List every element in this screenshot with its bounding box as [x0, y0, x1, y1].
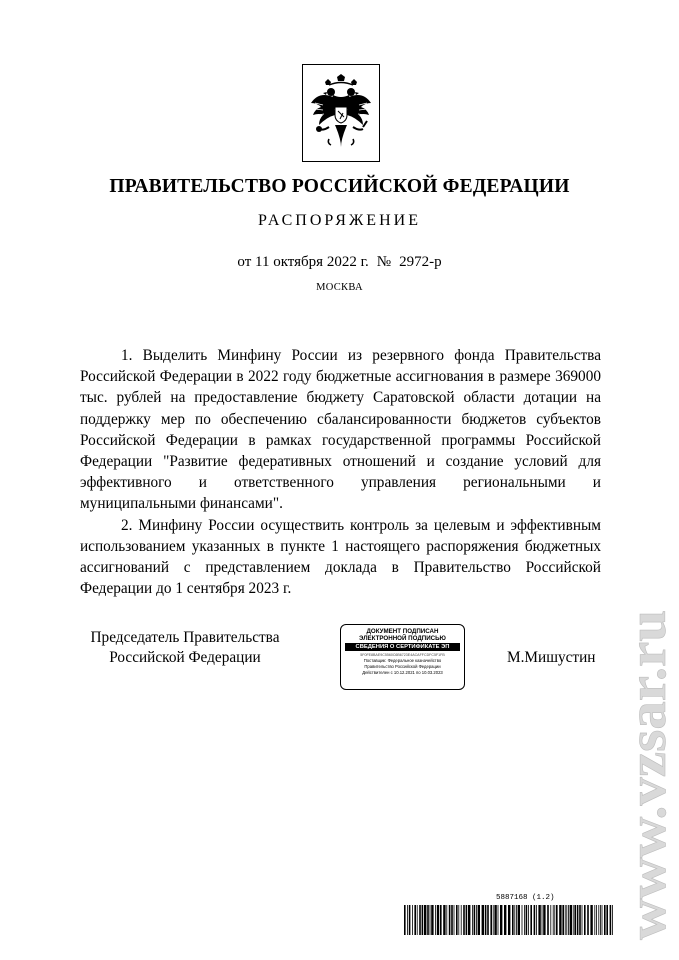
barcode-bar	[554, 905, 555, 935]
signer-title-line-2: Российской Федерации	[109, 649, 261, 666]
barcode-bar	[472, 905, 473, 935]
barcode-number: 5887168 (1.2)	[496, 894, 555, 902]
barcode-bar	[582, 905, 583, 935]
barcode-bar	[559, 905, 561, 935]
barcode-bar	[461, 905, 462, 935]
barcode-bar	[526, 905, 528, 935]
watermark-text: www.vzsar.ru	[617, 626, 677, 940]
government-title: ПРАВИТЕЛЬСТВО РОССИЙСКОЙ ФЕДЕРАЦИИ	[109, 176, 570, 197]
barcode-bar	[474, 905, 476, 935]
stamp-issuer: Поставщик: Федеральное казначейство	[363, 658, 442, 663]
barcode-bar	[409, 905, 411, 935]
document-body	[80, 345, 601, 599]
barcode-bar	[606, 905, 608, 935]
barcode-bar	[437, 905, 439, 935]
barcode-bar	[600, 905, 601, 935]
barcode-bar	[419, 905, 421, 935]
signer-title-line-1: Председатель Правительства	[90, 629, 280, 646]
barcode-bar	[476, 905, 477, 935]
barcode-bar	[493, 905, 494, 935]
barcode-bar	[598, 905, 599, 935]
barcode-bar	[538, 905, 540, 935]
number-sign: №	[376, 254, 392, 270]
barcode-bar	[562, 905, 564, 935]
barcode-bar	[424, 905, 426, 935]
barcode-bar	[487, 905, 489, 935]
paragraph-2: 2. Минфину России осуществить контроль за целевым и эффективным использованием указанных в пункте 1 настоящего распоряжения бюджетных ассигнований с представлением доклада в Правительство Российской Федерации до 1 сентября 2023 г.	[80, 516, 601, 598]
watermark	[617, 605, 677, 945]
barcode-bar	[573, 905, 574, 935]
barcode-bar	[547, 905, 549, 935]
barcode-bar	[468, 905, 470, 935]
document-city: МОСКВА	[316, 282, 363, 293]
stamp-validity: Действителен с 10.12.2021 по 10.03.2023	[362, 670, 443, 675]
barcode-bar	[587, 905, 589, 935]
emblem-frame	[302, 64, 380, 162]
barcode-bar	[490, 905, 492, 935]
barcode-bar	[550, 905, 551, 935]
barcode-bar	[604, 905, 606, 935]
document-date: от 11 октября 2022 г.	[237, 254, 369, 270]
barcode-bar	[417, 905, 418, 935]
barcode-bar	[414, 905, 416, 935]
barcode-bar	[478, 905, 480, 935]
signer-title	[80, 628, 290, 668]
barcode-bar	[431, 905, 433, 935]
stamp-title-line-1: ДОКУМЕНТ ПОДПИСАН	[366, 628, 439, 635]
barcode-bar	[574, 905, 576, 935]
barcode-bar	[430, 905, 431, 935]
document-date-line	[0, 254, 679, 271]
barcode-bar	[518, 905, 520, 935]
barcode-bar	[466, 905, 468, 935]
barcode-bar	[451, 905, 453, 935]
stamp-bar: СВЕДЕНИЯ О СЕРТИФИКАТЕ ЭП	[345, 643, 460, 651]
barcode-bar	[514, 905, 515, 935]
barcode-bar	[456, 905, 458, 935]
barcode-bar	[530, 905, 532, 935]
barcode-bar	[577, 905, 579, 935]
barcode-bar	[596, 905, 597, 935]
barcode-bar	[407, 905, 408, 935]
russian-coat-of-arms-icon	[309, 73, 373, 153]
paragraph-1: 1. Выделить Минфину России из резервного фонда Правительства Российской Федерации в 2022 году бюджетные ассигнования в размере 369000 тыс. рублей на предоставление бюджету Саратовской области дотации на поддержку мер по обеспечению сбалансированности бюджетов субъектов Российской Федерации в рамках государственной программы Российской Федерации "Развитие федеративных отношений и создание условий для эффективного и ответственного управления региональными и муниципальными финансами".	[80, 347, 601, 513]
barcode-bar	[565, 905, 566, 935]
barcode-bar	[528, 905, 529, 935]
barcode-bar	[512, 905, 514, 935]
barcode-bar	[612, 905, 613, 935]
barcode-bar	[412, 905, 413, 935]
barcode-bar	[516, 905, 517, 935]
barcode-bar	[422, 905, 424, 935]
stamp-title-line-2: ЭЛЕКТРОННОЙ ПОДПИСЬЮ	[359, 635, 446, 642]
stamp-certificate: 5F0FE8BAE9C5560C6B6723E4ACAFFCDFC5F1FB	[360, 653, 445, 657]
stamp-owner: Правительство Российской Федерации	[364, 664, 441, 669]
document-type: РАСПОРЯЖЕНИЕ	[258, 212, 421, 229]
signer-name: М.Мишустин	[507, 649, 596, 666]
barcode-bar	[454, 905, 455, 935]
barcode-bar	[602, 905, 603, 935]
barcode-bar	[522, 905, 523, 935]
barcode-bar	[500, 905, 502, 935]
barcode-bar	[570, 905, 572, 935]
barcode-bar	[590, 905, 592, 935]
barcode-bar	[536, 905, 537, 935]
barcode-bar	[404, 905, 406, 935]
barcode-bar	[543, 905, 545, 935]
barcode-bar	[566, 905, 567, 935]
barcode-bar	[553, 905, 554, 935]
barcode-bar	[584, 905, 586, 935]
barcode-bar	[443, 905, 445, 935]
barcode-bar	[482, 905, 484, 935]
barcode	[404, 905, 614, 935]
barcode-bar	[556, 905, 558, 935]
barcode-bar	[446, 905, 447, 935]
barcode-bar	[568, 905, 569, 935]
barcode-bar	[524, 905, 525, 935]
barcode-bar	[534, 905, 536, 935]
barcode-bar	[504, 905, 506, 935]
barcode-bar	[435, 905, 436, 935]
barcode-bar	[440, 905, 442, 935]
barcode-bar	[449, 905, 451, 935]
barcode-bar	[579, 905, 581, 935]
barcode-bar	[594, 905, 595, 935]
barcode-bar	[485, 905, 487, 935]
document-number: 2972-р	[399, 254, 442, 270]
barcode-bar	[494, 905, 496, 935]
barcode-bar	[542, 905, 543, 935]
barcode-bar	[498, 905, 499, 935]
barcode-bar	[610, 905, 612, 935]
barcode-bar	[463, 905, 465, 935]
e-signature-stamp	[340, 624, 465, 690]
barcode-bar	[508, 905, 510, 935]
barcode-bar	[458, 905, 459, 935]
barcode-bar	[427, 905, 429, 935]
